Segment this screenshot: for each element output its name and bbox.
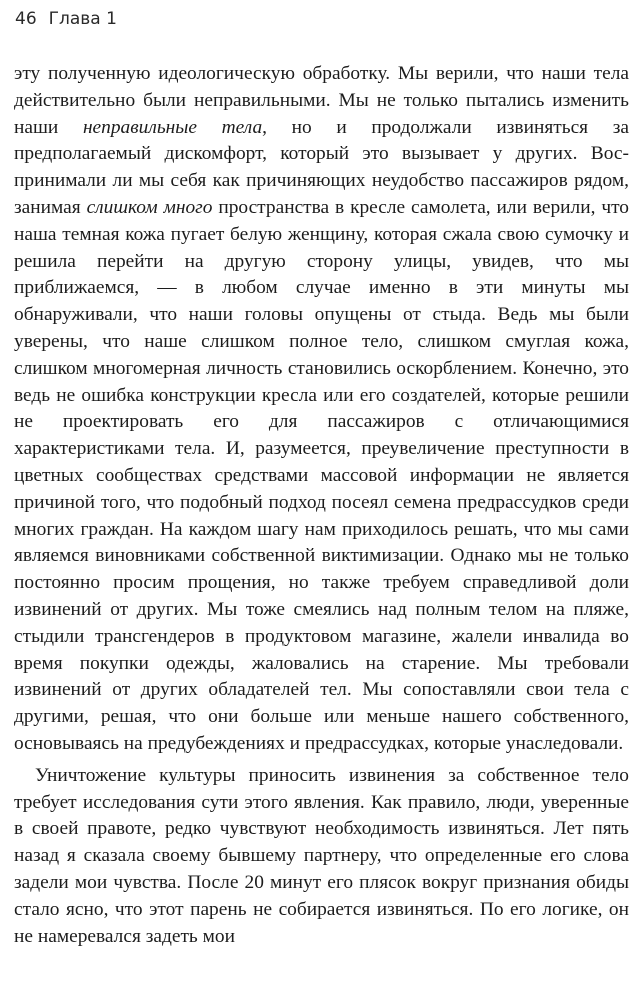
italic-emphasis: слишком много — [86, 196, 213, 218]
paragraph — [14, 763, 629, 951]
text-run: эту полученную идеологическую обработку. Мы верили, что наши тела действительно были неправильными. Мы не только пытались изменить наши — [14, 63, 629, 138]
text-run: , но и продолжали извиняться за предполагаемый дискомфорт, который это вызывает у других. Воспринимали ли мы себя как причиняющих неудобство пассажиров рядом, занимая — [14, 116, 630, 218]
running-head — [15, 9, 117, 33]
paragraph — [14, 61, 629, 758]
italic-emphasis: неправильные тела — [82, 116, 263, 138]
chapter-label: Глава 1 — [48, 9, 117, 29]
page-number: 46 — [15, 9, 37, 29]
body-text — [14, 61, 629, 950]
text-run: пространства в кресле самолета, или верили, что наша темная кожа пугает белую женщину, которая сжала свою сумочку и решила перейти на другую сторону улицы, увидев, что мы приближаемся, — в любом случае именно в эти минуты мы обнаруживали, что наши головы опущены от стыда. Ведь мы были уверены, что наше слишком полное тело, слишком смуглая кожа, слишком многомерная личность становились оскорблением. Конечно, это ведь не ошибка конструкции кресла или его создателей, которые решили не проектировать его для пассажиров с отличающимися характеристиками тела. И, разумеется, преувеличение преступности в цветных сообществах средствами массовой информации не является причиной того, что подобный подход посеял семена предрассудков среди многих граждан. На каждом шагу нам приходилось решать, что мы сами являемся виновниками собственной виктимизации. Однако мы не только постоянно просим прощения, но также требуем справедливой доли извинений от других. Мы тоже смеялись над полным телом на пляже, стыдили трансгендеров в продуктовом магазине, жалели инвалида во время покупки одежды, жаловались на старение. Мы требовали извинений от других обладателей тел. Мы сопоставляли свои тела с другими, решая, что они больше или меньше нашего собственного, основываясь на предубеждениях и предрассудках, которые унаследовали. — [14, 196, 629, 754]
text-run: Уничтожение культуры приносить извинения за собственное тело требует исследования сути этого явления. Как правило, люди, уверенные в своей правоте, редко чувствуют необходимость извиняться. Лет пять назад я сказала своему бывшему партнеру, что определенные его слова задели мои чувства. После 20 минут его плясок вокруг признания обиды стало ясно, что этот парень не собирается извиняться. По его логике, он не намеревался задеть мои — [14, 764, 629, 947]
